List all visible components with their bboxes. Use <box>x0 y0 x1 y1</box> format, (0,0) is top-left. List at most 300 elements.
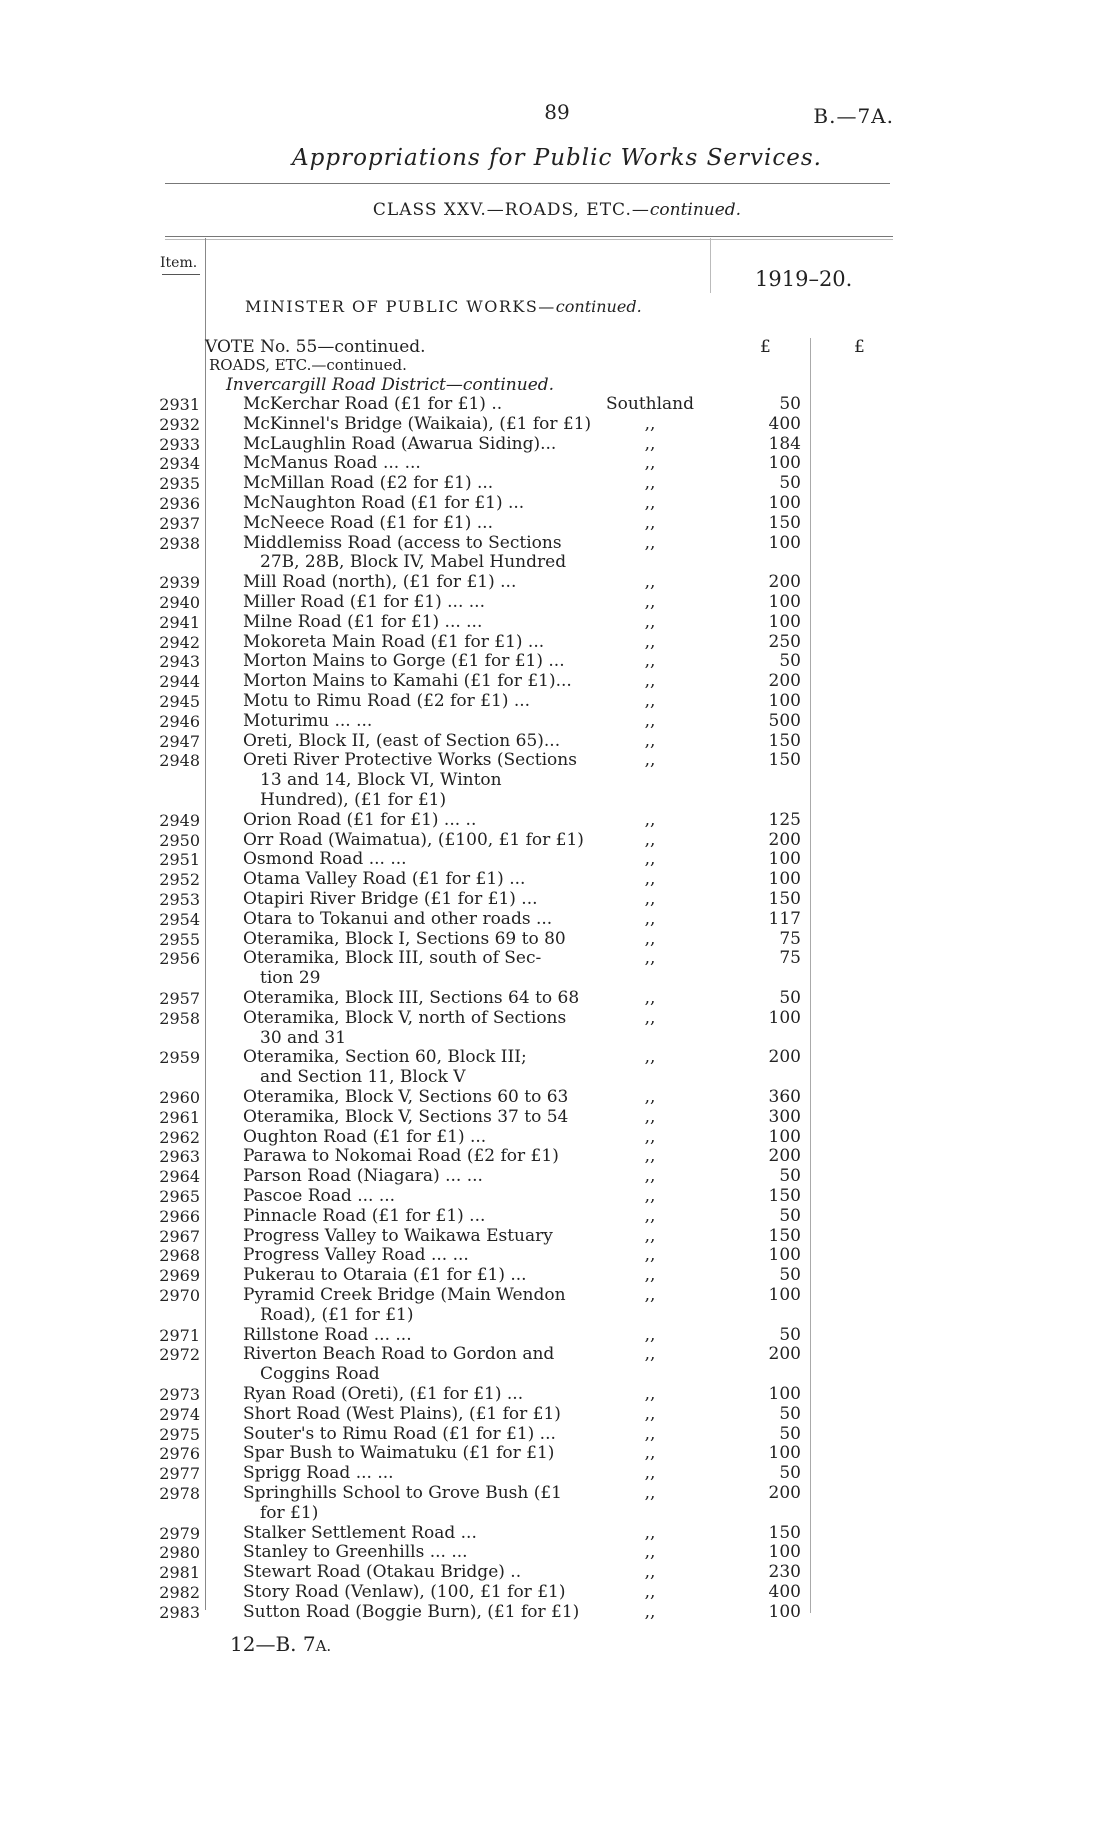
description-line: Oteramika, Block V, Sections 37 to 54 <box>243 1106 569 1127</box>
item-description <box>243 494 603 514</box>
amount-cell: 50 <box>779 1423 801 1444</box>
description-line: 13 and 14, Block VI, Winton <box>260 770 502 791</box>
amount-cell: 150 <box>768 889 801 909</box>
district-cell: ,, <box>644 1087 656 1107</box>
item-number: 2956 <box>159 949 200 969</box>
description-line: McNeece Road (£1 for £1) ... <box>243 512 493 533</box>
description-line: McKinnel's Bridge (Waikaia), (£1 for £1) <box>243 413 592 434</box>
district-cell: ,, <box>644 671 656 692</box>
amount-cell: 150 <box>768 1186 801 1206</box>
item-description <box>243 1326 603 1346</box>
table-row <box>0 1167 1114 1187</box>
district-cell: ,, <box>644 1582 656 1602</box>
description-line: Rillstone Road ... ... <box>243 1324 412 1345</box>
description-line: Oteramika, Block III, south of Sec- <box>243 948 542 969</box>
description-line: Riverton Beach Road to Gordon and <box>243 1344 555 1365</box>
item-number: 2952 <box>159 870 200 890</box>
item-number: 2935 <box>159 474 200 494</box>
amount-cell: 200 <box>768 1146 801 1167</box>
item-description <box>243 1345 603 1385</box>
table-row <box>0 1326 1114 1346</box>
item-description <box>243 1563 603 1583</box>
item-number: 2971 <box>159 1325 200 1345</box>
item-description <box>243 1207 603 1227</box>
description-line: Milne Road (£1 for £1) ... ... <box>243 611 483 632</box>
table-row <box>0 415 1114 435</box>
description-line: Oughton Road (£1 for £1) ... <box>243 1126 487 1147</box>
item-description <box>243 910 603 930</box>
item-description <box>243 732 603 752</box>
table-row <box>0 1128 1114 1148</box>
amount-cell: 100 <box>768 1007 801 1028</box>
description-line: Mill Road (north), (£1 for £1) ... <box>243 572 517 593</box>
amount-cell: 50 <box>779 394 801 414</box>
class-heading <box>0 200 1114 220</box>
district-cell: Southland <box>605 394 694 414</box>
class-heading-text: CLASS XXV.—ROADS, ETC.— <box>372 200 650 220</box>
item-number: 2963 <box>159 1147 200 1167</box>
description-line: Oteramika, Section 60, Block III; <box>243 1047 527 1068</box>
district-cell: ,, <box>644 1106 656 1127</box>
district-cell: ,, <box>644 691 656 711</box>
description-line: Parson Road (Niagara) ... ... <box>243 1166 483 1187</box>
item-number: 2958 <box>159 1008 200 1028</box>
amount-cell: 50 <box>779 1324 801 1345</box>
item-description <box>243 1425 603 1445</box>
description-line: Morton Mains to Gorge (£1 for £1) ... <box>243 651 565 672</box>
item-description <box>243 1484 603 1524</box>
amount-cell: 117 <box>768 908 801 929</box>
item-description <box>243 534 603 574</box>
item-number: 2972 <box>159 1345 200 1365</box>
table-row <box>0 1444 1114 1464</box>
district-cell: ,, <box>644 1562 656 1583</box>
district-cell: ,, <box>644 1344 656 1365</box>
item-number: 2948 <box>159 751 200 771</box>
table-row <box>0 395 1114 415</box>
footer-text: 12—B. 7 <box>230 1632 316 1656</box>
description-line: and Section 11, Block V <box>260 1067 466 1088</box>
item-description <box>243 1543 603 1563</box>
description-line: Otara to Tokanui and other roads ... <box>243 908 553 929</box>
district-cell: ,, <box>644 433 656 454</box>
description-line: Orr Road (Waimatua), (£100, £1 for £1) <box>243 829 584 850</box>
district-heading: Invercargill Road District—continued. <box>226 375 555 395</box>
table-row <box>0 652 1114 672</box>
amount-cell: 300 <box>768 1106 801 1127</box>
district-cell: ,, <box>644 908 656 929</box>
table-row <box>0 948 1114 989</box>
item-description <box>243 1266 603 1286</box>
table-row <box>0 1246 1114 1266</box>
item-description <box>243 989 603 1009</box>
description-line: Progress Valley Road ... ... <box>243 1245 469 1266</box>
table-row <box>0 811 1114 831</box>
item-description <box>243 474 603 494</box>
table-row <box>0 1266 1114 1286</box>
amount-cell: 500 <box>768 710 801 731</box>
district-cell: ,, <box>644 1403 656 1424</box>
description-line: Pyramid Creek Bridge (Main Wendon <box>243 1285 566 1305</box>
district-cell: ,, <box>644 988 656 1008</box>
district-cell: ,, <box>644 1443 656 1464</box>
item-number: 2973 <box>159 1385 200 1404</box>
amount-cell: 400 <box>768 1582 801 1602</box>
table-row <box>0 672 1114 692</box>
item-number: 2957 <box>159 989 200 1008</box>
item-description <box>243 672 603 692</box>
item-number: 2977 <box>159 1464 200 1484</box>
item-description <box>243 435 603 455</box>
amount-cell: 50 <box>779 651 801 672</box>
table-row <box>0 1187 1114 1207</box>
document-reference: B.—7A. <box>813 104 894 128</box>
class-heading-continued: continued. <box>649 200 742 220</box>
page-footer <box>230 1632 331 1656</box>
amount-cell: 100 <box>768 592 801 612</box>
description-line: Oreti River Protective Works (Sections <box>243 750 577 771</box>
district-cell: ,, <box>644 889 656 909</box>
description-line: McLaughlin Road (Awarua Siding)... <box>243 433 557 454</box>
table-row <box>0 989 1114 1009</box>
item-description <box>243 652 603 672</box>
district-cell: ,, <box>644 651 656 672</box>
amount-cell: 100 <box>768 1443 801 1464</box>
amount-cell: 50 <box>779 1265 801 1286</box>
item-description <box>243 395 603 415</box>
description-line: Middlemiss Road (access to Sections <box>243 532 562 553</box>
table-row <box>0 1108 1114 1128</box>
description-line: Sutton Road (Boggie Burn), (£1 for £1) <box>243 1601 580 1622</box>
description-line: McNaughton Road (£1 for £1) ... <box>243 493 525 513</box>
item-description <box>243 949 603 989</box>
item-description <box>243 1009 603 1049</box>
district-cell: ,, <box>644 1126 656 1147</box>
district-cell: ,, <box>644 493 656 513</box>
table-row <box>0 613 1114 633</box>
amount-cell: 50 <box>779 1166 801 1187</box>
district-cell: ,, <box>644 1186 656 1206</box>
item-description <box>243 692 603 712</box>
description-line: Oteramika, Block V, Sections 60 to 63 <box>243 1087 569 1107</box>
table-row <box>0 1207 1114 1227</box>
item-description <box>243 870 603 890</box>
item-description <box>243 1227 603 1247</box>
district-cell: ,, <box>644 1423 656 1444</box>
table-row <box>0 435 1114 455</box>
amount-cell: 100 <box>768 1601 801 1622</box>
description-line: McKerchar Road (£1 for £1) .. <box>243 394 503 414</box>
item-description <box>243 573 603 593</box>
item-number: 2965 <box>159 1187 200 1206</box>
footer-suffix: A. <box>315 1637 332 1655</box>
district-cell: ,, <box>644 730 656 751</box>
item-description <box>243 514 603 534</box>
item-description <box>243 1187 603 1207</box>
amount-cell: 50 <box>779 1463 801 1484</box>
item-number: 2982 <box>159 1583 200 1602</box>
description-line: Springhills School to Grove Bush (£1 <box>243 1483 562 1503</box>
district-cell: ,, <box>644 1384 656 1404</box>
table-row <box>0 831 1114 851</box>
district-cell: ,, <box>644 928 656 949</box>
description-line: for £1) <box>260 1502 319 1523</box>
item-description <box>243 1147 603 1167</box>
district-cell: ,, <box>644 1483 656 1503</box>
item-number: 2983 <box>159 1602 200 1622</box>
district-cell: ,, <box>644 631 656 652</box>
table-row <box>0 454 1114 474</box>
amount-cell: 75 <box>779 948 801 969</box>
amount-cell: 100 <box>768 869 801 890</box>
item-number: 2931 <box>159 395 200 414</box>
description-line: Sprigg Road ... ... <box>243 1463 394 1484</box>
table-row <box>0 750 1114 810</box>
rule-under-class <box>165 236 893 237</box>
item-description <box>243 1603 603 1623</box>
item-number: 2975 <box>159 1424 200 1444</box>
amount-cell: 100 <box>768 849 801 870</box>
description-line: Road), (£1 for £1) <box>260 1304 414 1325</box>
amount-cell: 150 <box>768 1225 801 1246</box>
table-row <box>0 573 1114 593</box>
item-number: 2944 <box>159 672 200 692</box>
district-cell: ,, <box>644 710 656 731</box>
amount-cell: 200 <box>768 1047 801 1068</box>
description-line: Mokoreta Main Road (£1 for £1) ... <box>243 631 545 652</box>
amount-cell: 100 <box>768 493 801 513</box>
table-row <box>0 1285 1114 1325</box>
page-number: 89 <box>544 100 570 124</box>
item-number: 2950 <box>159 830 200 850</box>
description-line: Oteramika, Block III, Sections 64 to 68 <box>243 988 580 1008</box>
district-cell: ,, <box>644 1047 656 1068</box>
item-number: 2961 <box>159 1107 200 1127</box>
amount-cell: 75 <box>779 928 801 949</box>
amount-cell: 150 <box>768 512 801 533</box>
description-line: Orion Road (£1 for £1) ... .. <box>243 809 477 830</box>
district-cell: ,, <box>644 1245 656 1266</box>
amount-cell: 150 <box>768 750 801 771</box>
item-description <box>243 712 603 732</box>
item-number: 2969 <box>159 1266 200 1286</box>
description-line: Stalker Settlement Road ... <box>243 1522 477 1543</box>
description-line: 27B, 28B, Block IV, Mabel Hundred <box>260 552 567 573</box>
description-line: Otama Valley Road (£1 for £1) ... <box>243 869 526 890</box>
district-cell: ,, <box>644 809 656 830</box>
amount-cell: 100 <box>768 691 801 711</box>
description-line: Spar Bush to Waimatuku (£1 for £1) <box>243 1443 555 1464</box>
amount-cell: 50 <box>779 473 801 494</box>
table-row <box>0 1344 1114 1385</box>
amount-cell: 100 <box>768 1245 801 1266</box>
district-cell: ,, <box>644 1522 656 1543</box>
district-cell: ,, <box>644 453 656 474</box>
item-number: 2942 <box>159 632 200 652</box>
item-number: 2979 <box>159 1523 200 1543</box>
amount-cell: 100 <box>768 453 801 474</box>
amount-cell: 125 <box>768 809 801 830</box>
rule-under-title <box>165 183 890 184</box>
item-description <box>243 1444 603 1464</box>
table-row <box>0 850 1114 870</box>
item-description <box>243 1246 603 1266</box>
item-number: 2964 <box>159 1167 200 1187</box>
roads-heading: ROADS, ETC.—continued. <box>209 356 407 374</box>
item-description <box>243 633 603 653</box>
amount-cell: 100 <box>768 1384 801 1404</box>
table-row <box>0 593 1114 613</box>
table-row <box>0 1405 1114 1425</box>
item-number: 2954 <box>159 909 200 929</box>
description-line: Miller Road (£1 for £1) ... ... <box>243 592 485 612</box>
item-number: 2933 <box>159 434 200 454</box>
district-cell: ,, <box>644 1285 656 1305</box>
table-row <box>0 732 1114 752</box>
district-cell: ,, <box>644 1542 656 1563</box>
district-cell: ,, <box>644 1265 656 1286</box>
table-row <box>0 474 1114 494</box>
amount-cell: 200 <box>768 1483 801 1503</box>
description-line: Parawa to Nokomai Road (£2 for £1) <box>243 1146 559 1167</box>
item-number: 2967 <box>159 1226 200 1246</box>
item-description <box>243 1088 603 1108</box>
item-description <box>243 930 603 950</box>
table-row <box>0 1464 1114 1484</box>
table-row <box>0 890 1114 910</box>
item-number: 2962 <box>159 1127 200 1147</box>
pound-column-2: £ <box>854 337 865 357</box>
district-cell: ,, <box>644 611 656 632</box>
district-cell: ,, <box>644 849 656 870</box>
item-number: 2966 <box>159 1206 200 1226</box>
item-number: 2940 <box>159 593 200 612</box>
item-number: 2949 <box>159 810 200 830</box>
item-number: 2980 <box>159 1543 200 1563</box>
table-row <box>0 514 1114 534</box>
vote-heading: VOTE No. 55—continued. <box>205 337 426 357</box>
minister-heading-continued: continued. <box>555 297 642 316</box>
description-line: Oteramika, Block I, Sections 69 to 80 <box>243 928 566 949</box>
table-row <box>0 494 1114 514</box>
item-description <box>243 1405 603 1425</box>
district-cell: ,, <box>644 750 656 771</box>
amount-cell: 50 <box>779 1205 801 1226</box>
table-row <box>0 1425 1114 1445</box>
amount-cell: 184 <box>768 433 801 454</box>
table-row <box>0 692 1114 712</box>
description-line: Ryan Road (Oreti), (£1 for £1) ... <box>243 1384 524 1404</box>
description-line: Osmond Road ... ... <box>243 849 407 870</box>
item-number: 2981 <box>159 1563 200 1583</box>
amount-cell: 100 <box>768 1542 801 1563</box>
item-number: 2946 <box>159 711 200 731</box>
description-line: Souter's to Rimu Road (£1 for £1) ... <box>243 1423 556 1444</box>
item-description <box>243 1583 603 1603</box>
district-cell: ,, <box>644 1463 656 1484</box>
description-line: Hundred), (£1 for £1) <box>260 789 447 810</box>
year-column-header: 1919–20. <box>755 267 853 291</box>
item-description <box>243 1108 603 1128</box>
table-row <box>0 532 1114 573</box>
description-line: McMillan Road (£2 for £1) ... <box>243 473 494 494</box>
description-line: Pascoe Road ... ... <box>243 1186 396 1206</box>
item-description <box>243 1128 603 1148</box>
description-line: Moturimu ... ... <box>243 710 373 731</box>
item-number: 2937 <box>159 513 200 533</box>
district-cell: ,, <box>644 1225 656 1246</box>
item-number: 2955 <box>159 929 200 949</box>
table-row <box>0 1563 1114 1583</box>
amount-cell: 150 <box>768 730 801 751</box>
amount-cell: 100 <box>768 532 801 553</box>
amount-cell: 100 <box>768 611 801 632</box>
table-row <box>0 910 1114 930</box>
description-line: Pinnacle Road (£1 for £1) ... <box>243 1205 486 1226</box>
amount-cell: 200 <box>768 1344 801 1365</box>
amount-cell: 150 <box>768 1522 801 1543</box>
amount-cell: 360 <box>768 1087 801 1107</box>
item-number: 2953 <box>159 890 200 909</box>
table-row <box>0 1385 1114 1405</box>
amount-cell: 200 <box>768 671 801 692</box>
item-description <box>243 454 603 474</box>
table-row <box>0 1524 1114 1544</box>
district-cell: ,, <box>644 1166 656 1187</box>
description-line: Oreti, Block II, (east of Section 65)... <box>243 730 561 751</box>
pound-column-1: £ <box>760 337 771 357</box>
item-description <box>243 831 603 851</box>
item-description <box>243 751 603 810</box>
item-number: 2938 <box>159 533 200 553</box>
district-cell: ,, <box>644 1205 656 1226</box>
description-line: Otapiri River Bridge (£1 for £1) ... <box>243 889 538 909</box>
item-number: 2947 <box>159 731 200 751</box>
table-row <box>0 870 1114 890</box>
district-cell: ,, <box>644 948 656 969</box>
table-row <box>0 1147 1114 1167</box>
item-number: 2974 <box>159 1404 200 1424</box>
item-number: 2978 <box>159 1484 200 1503</box>
district-cell: ,, <box>644 413 656 434</box>
description-line: Stewart Road (Otakau Bridge) .. <box>243 1562 522 1583</box>
description-line: 30 and 31 <box>260 1027 347 1048</box>
district-column-divider <box>710 238 711 293</box>
page-title: Appropriations for Public Works Services. <box>292 145 822 171</box>
table-row <box>0 1088 1114 1108</box>
item-number: 2939 <box>159 573 200 593</box>
minister-heading <box>245 297 642 316</box>
item-number: 2976 <box>159 1444 200 1464</box>
amount-cell: 50 <box>779 1403 801 1424</box>
description-line: Progress Valley to Waikawa Estuary <box>243 1225 553 1246</box>
table-row <box>0 1007 1114 1048</box>
amount-cell: 400 <box>768 413 801 434</box>
description-line: Pukerau to Otaraia (£1 for £1) ... <box>243 1265 527 1286</box>
item-number: 2934 <box>159 454 200 474</box>
amount-cell: 230 <box>768 1562 801 1583</box>
item-description <box>243 1167 603 1187</box>
district-cell: ,, <box>644 572 656 593</box>
amount-cell: 200 <box>768 572 801 593</box>
description-line: Morton Mains to Kamahi (£1 for £1)... <box>243 671 572 692</box>
description-line: Stanley to Greenhills ... ... <box>243 1542 468 1563</box>
item-description <box>243 415 603 435</box>
district-cell: ,, <box>644 1601 656 1622</box>
table-row <box>0 1543 1114 1563</box>
description-line: Story Road (Venlaw), (100, £1 for £1) <box>243 1582 566 1602</box>
minister-heading-text: MINISTER OF PUBLIC WORKS— <box>245 297 556 316</box>
